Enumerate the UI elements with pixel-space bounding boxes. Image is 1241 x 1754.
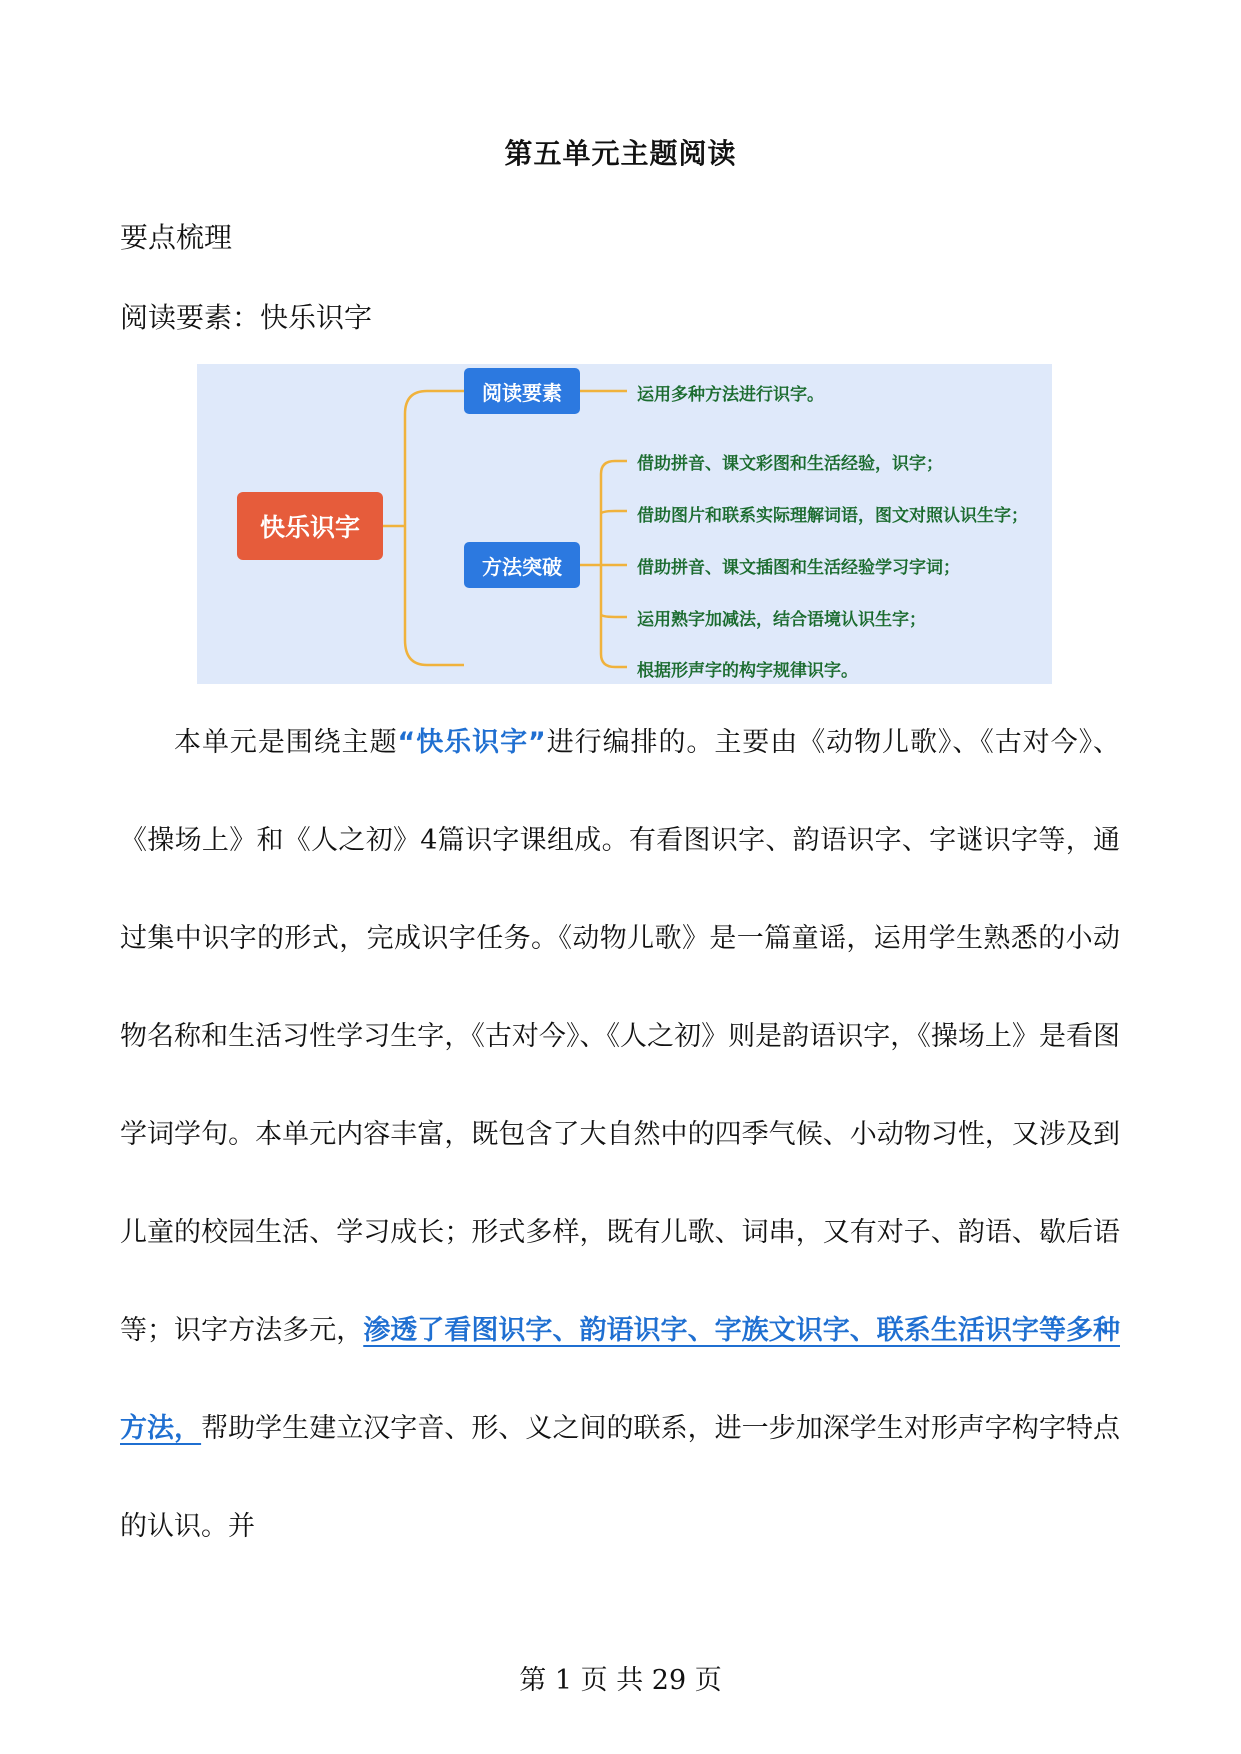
body-text: 帮助学生建立汉字音、形、义之间的联系，进一步加深学生对形声字构字特点的认识。并 <box>120 1413 1121 1542</box>
body-paragraph <box>120 694 1120 1576</box>
connector-branch-1-leaves <box>580 461 627 667</box>
mind-map-branch-method: 方法突破 <box>464 542 580 588</box>
mind-map-leaf: 根据形声字的构字规律识字。 <box>637 661 858 681</box>
page-title: 第五单元主题阅读 <box>504 137 737 170</box>
connector-root-to-branches <box>383 391 464 665</box>
mind-map-leaf: 借助拼音、课文彩图和生活经验，识字； <box>637 454 943 474</box>
theme-highlight: “快乐识字” <box>397 727 546 758</box>
mind-map-root: 快乐识字 <box>237 492 383 560</box>
section-heading-reading-element: 阅读要素：快乐识字 <box>120 301 373 334</box>
body-text: 进行编排的。主要由《动物儿歌》、《古对今》、《操场上》和《人之初》4篇识字课组成。有看图识字、韵语识字、字谜识字等，通过集中识字的形式，完成识字任务。《动物儿歌》是一篇童谣，运用学生熟悉的小动物名称和生活习性学习生字，《古对今》、《人之初》则是韵语识字，《操场上》是看图学词学句。本单元内容丰富，既包含了大自然中的四季气候、小动物习性，又涉及到儿童的校园生活、学习成长；形式多样，既有儿歌、词串，又有对子、韵语、歇后语等；识字方法多元， <box>120 727 1121 1346</box>
mind-map-leaf: 借助拼音、课文插图和生活经验学习字词； <box>637 558 960 578</box>
mind-map-leaf: 借助图片和联系实际理解词语，图文对照认识生字； <box>637 506 1028 526</box>
page-footer: 第 1 页 共 29 页 <box>519 1665 722 1696</box>
section-heading-key-points: 要点梳理 <box>120 221 233 254</box>
body-text: 本单元是围绕主题 <box>174 727 398 758</box>
methods-highlight-link[interactable]: 渗透了看图识字、韵语识字、字族文识字、联系生活识字等多种方法， <box>120 1315 1120 1444</box>
mind-map-leaf: 运用多种方法进行识字。 <box>637 385 824 405</box>
mind-map <box>197 364 1052 684</box>
mind-map-leaf: 运用熟字加减法，结合语境认识生字； <box>637 610 926 630</box>
mind-map-branch-reading-element: 阅读要素 <box>464 368 580 414</box>
